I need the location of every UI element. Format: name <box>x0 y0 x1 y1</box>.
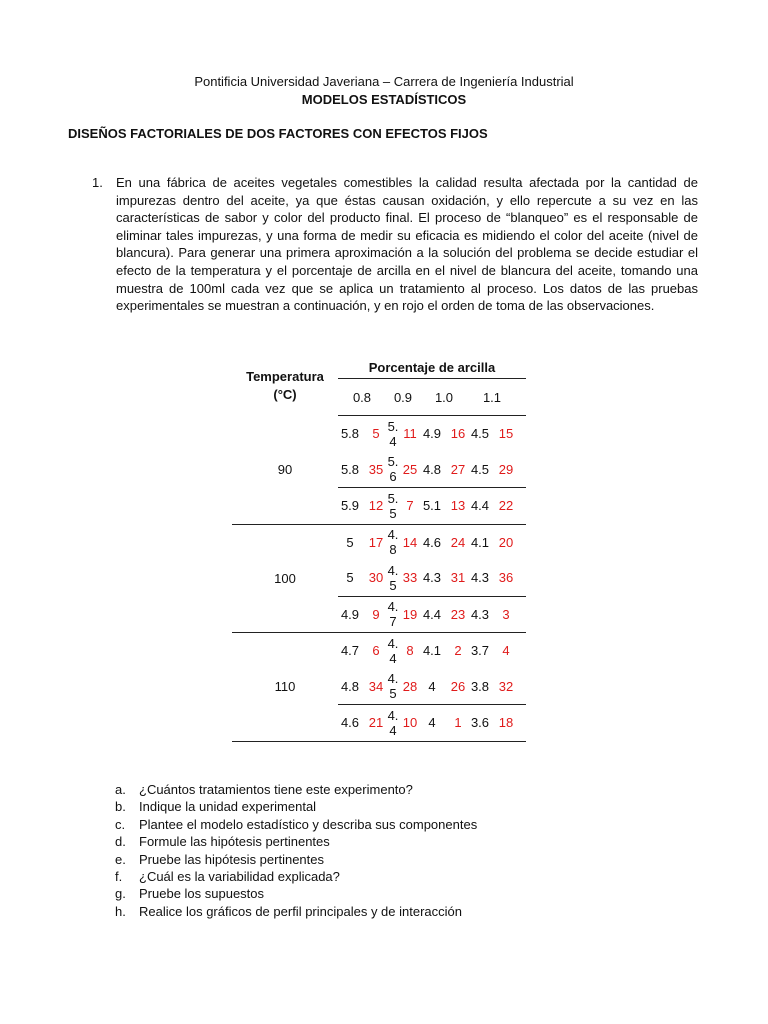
order-cell: 1 <box>448 705 468 742</box>
value-cell <box>386 488 400 525</box>
table-body <box>232 416 526 742</box>
value-cell: 4 <box>420 669 448 705</box>
value-cell <box>386 633 400 669</box>
question-letter: f. <box>115 869 123 885</box>
spacer-cell <box>521 669 526 705</box>
order-cell: 30 <box>366 560 386 596</box>
value-part: 4. <box>387 635 399 651</box>
question-letter: c. <box>115 816 126 832</box>
value-cell: 4 <box>420 705 448 742</box>
spacer-cell <box>521 705 526 742</box>
question-item <box>115 798 477 815</box>
value-cell: 4.3 <box>420 560 448 596</box>
value-cell <box>386 452 400 488</box>
spacer-cell <box>521 596 526 633</box>
value-cell <box>386 524 400 560</box>
value-cell: 4.1 <box>470 534 490 550</box>
value-cell <box>386 416 400 452</box>
question-text: Realice los gráficos de perfil principales y de interacción <box>139 903 462 919</box>
question-text: Indique la unidad experimental <box>139 799 317 815</box>
value-cell: 4.6 <box>338 705 366 742</box>
order-cell: 36 <box>496 560 516 596</box>
table-row <box>232 416 526 452</box>
problem-number: 1. <box>92 175 103 190</box>
university-header: Pontificia Universidad Javeriana – Carrera de Ingeniería Industrial <box>194 74 574 89</box>
value-cell: 3.7 <box>470 643 490 659</box>
value-cell: 4.6 <box>422 534 442 550</box>
value-part: 8 <box>389 542 397 558</box>
temperature-cell: 100 <box>232 524 338 633</box>
value-part: 7 <box>389 614 397 630</box>
order-cell: 15 <box>498 426 514 442</box>
question-item <box>115 816 477 833</box>
value-cell <box>386 705 400 742</box>
value-part: 4. <box>387 527 399 543</box>
value-cell: 4.8 <box>338 669 366 705</box>
table-row <box>232 633 526 669</box>
data-table <box>232 356 526 742</box>
value-cell: 4.5 <box>470 426 490 442</box>
value-part: 5. <box>387 418 399 434</box>
value-cell: 4.9 <box>422 426 442 442</box>
temperature-header-unit: (°C) <box>273 386 297 402</box>
value-cell: 5.8 <box>338 452 366 488</box>
order-cell: 31 <box>448 560 468 596</box>
question-letter: d. <box>115 834 126 850</box>
question-text: ¿Cuántos tratamientos tiene este experimento? <box>139 782 413 797</box>
question-letter: b. <box>115 799 126 815</box>
order-cell: 5 <box>372 426 380 442</box>
question-text: ¿Cuál es la variabilidad explicada? <box>139 869 340 885</box>
order-cell: 29 <box>496 452 516 488</box>
order-cell: 10 <box>400 705 420 742</box>
order-cell: 11 <box>403 426 417 442</box>
value-cell: 5 <box>338 560 366 596</box>
order-cell: 8 <box>406 643 414 659</box>
order-cell: 21 <box>366 705 386 742</box>
value-part: 4 <box>389 722 397 738</box>
order-cell: 24 <box>450 534 466 550</box>
value-part: 5 <box>389 577 397 593</box>
order-cell: 22 <box>496 488 516 525</box>
level-header: 1.0 <box>420 379 468 416</box>
spacer-cell <box>521 524 526 560</box>
order-cell: 4 <box>502 643 510 659</box>
value-cell: 4.8 <box>420 452 448 488</box>
order-cell: 23 <box>448 596 468 633</box>
temperature-header-line1: Temperatura <box>246 368 324 384</box>
level-header: 0.9 <box>386 379 420 416</box>
value-cell <box>386 596 400 633</box>
order-cell: 12 <box>366 488 386 525</box>
spacer-cell <box>521 633 526 669</box>
table-row <box>232 524 526 560</box>
question-item <box>115 781 477 798</box>
value-cell: 5.9 <box>338 488 366 525</box>
order-cell: 2 <box>454 643 462 659</box>
value-part: 5 <box>389 505 397 521</box>
question-letter: a. <box>115 782 126 797</box>
level-header: 1.1 <box>468 379 516 416</box>
order-cell: 20 <box>498 534 514 550</box>
order-cell: 14 <box>402 534 418 550</box>
question-item <box>115 885 477 902</box>
value-part: 4. <box>387 707 399 723</box>
order-cell: 9 <box>366 596 386 633</box>
value-cell: 4.3 <box>468 596 496 633</box>
order-cell: 6 <box>372 643 380 659</box>
temperature-cell: 90 <box>232 416 338 525</box>
value-cell: 5.8 <box>340 426 360 442</box>
value-part: 4 <box>389 433 397 449</box>
value-cell: 4.3 <box>468 560 496 596</box>
value-cell: 3.8 <box>468 669 496 705</box>
question-text: Pruebe los supuestos <box>139 886 265 902</box>
value-cell: 4.9 <box>338 596 366 633</box>
problem-1 <box>92 174 698 315</box>
value-cell: 4.4 <box>468 488 496 525</box>
question-item <box>115 851 477 868</box>
order-cell: 17 <box>368 534 384 550</box>
order-cell: 3 <box>496 596 516 633</box>
course-title: MODELOS ESTADÍSTICOS <box>301 92 467 107</box>
spacer-cell <box>521 560 526 596</box>
question-letter: g. <box>115 886 126 902</box>
spacer-cell <box>521 488 526 525</box>
value-part: 4. <box>387 562 399 578</box>
temperature-cell: 110 <box>232 633 338 742</box>
value-part: 4. <box>387 671 399 687</box>
value-cell: 4.5 <box>468 452 496 488</box>
order-cell: 27 <box>448 452 468 488</box>
question-list <box>115 781 477 920</box>
question-text: Formule las hipótesis pertinentes <box>139 834 330 850</box>
value-part: 5 <box>389 686 397 702</box>
value-part: 5. <box>387 490 399 506</box>
order-cell: 34 <box>366 669 386 705</box>
spacer-cell <box>521 452 526 488</box>
order-cell: 13 <box>448 488 468 525</box>
order-cell: 7 <box>400 488 420 525</box>
question-item <box>115 833 477 850</box>
value-part: 4. <box>387 599 399 615</box>
value-part: 6 <box>389 469 397 485</box>
header-spacer <box>516 379 526 416</box>
value-cell <box>386 560 400 596</box>
order-cell: 25 <box>400 452 420 488</box>
section-title: DISEÑOS FACTORIALES DE DOS FACTORES CON EFECTOS FIJOS <box>68 126 488 141</box>
question-letter: h. <box>115 903 126 919</box>
question-text: Plantee el modelo estadístico y describa sus componentes <box>139 816 478 832</box>
order-cell: 35 <box>366 452 386 488</box>
spacer-cell <box>521 416 526 452</box>
order-cell: 33 <box>400 560 420 596</box>
value-cell: 5 <box>346 534 354 550</box>
clay-percentage-header: Porcentaje de arcilla <box>338 356 526 379</box>
value-cell: 3.6 <box>468 705 496 742</box>
order-cell: 18 <box>496 705 516 742</box>
order-cell: 16 <box>450 426 466 442</box>
value-cell: 5.1 <box>420 488 448 525</box>
order-cell: 19 <box>400 596 420 633</box>
value-cell: 4.1 <box>422 643 442 659</box>
question-item <box>115 903 477 920</box>
order-cell: 32 <box>496 669 516 705</box>
order-cell: 26 <box>448 669 468 705</box>
question-letter: e. <box>115 851 126 867</box>
level-header: 0.8 <box>338 379 386 416</box>
question-item <box>115 868 477 885</box>
value-cell <box>386 669 400 705</box>
value-part: 4 <box>389 650 397 666</box>
temperature-header <box>232 356 338 416</box>
problem-text: En una fábrica de aceites vegetales comestibles la calidad resulta afectada por la cantidad de impurezas dentro del aceite, ya que éstas causan oxidación, y ello repercute a su vez en las características de sabor y color del producto final. El proceso de “blanqueo” es el responsable de eliminar tales impurezas, y una forma de medir su eficacia es midiendo el color del aceite (nivel de blancura). Para generar una primera aproximación a la solución del problema se decide estudiar el efecto de la temperatura y el porcentaje de arcilla en el nivel de blancura del aceite, tomando una muestra de 100ml cada vez que se aplica un tratamiento al proceso. Los datos de las pruebas experimentales se muestran a continuación, y en rojo el orden de toma de las observaciones. <box>116 175 698 314</box>
value-part: 5. <box>387 454 399 470</box>
value-cell: 4.4 <box>420 596 448 633</box>
value-cell: 4.7 <box>340 643 360 659</box>
question-text: Pruebe las hipótesis pertinentes <box>139 851 325 867</box>
order-cell: 28 <box>400 669 420 705</box>
